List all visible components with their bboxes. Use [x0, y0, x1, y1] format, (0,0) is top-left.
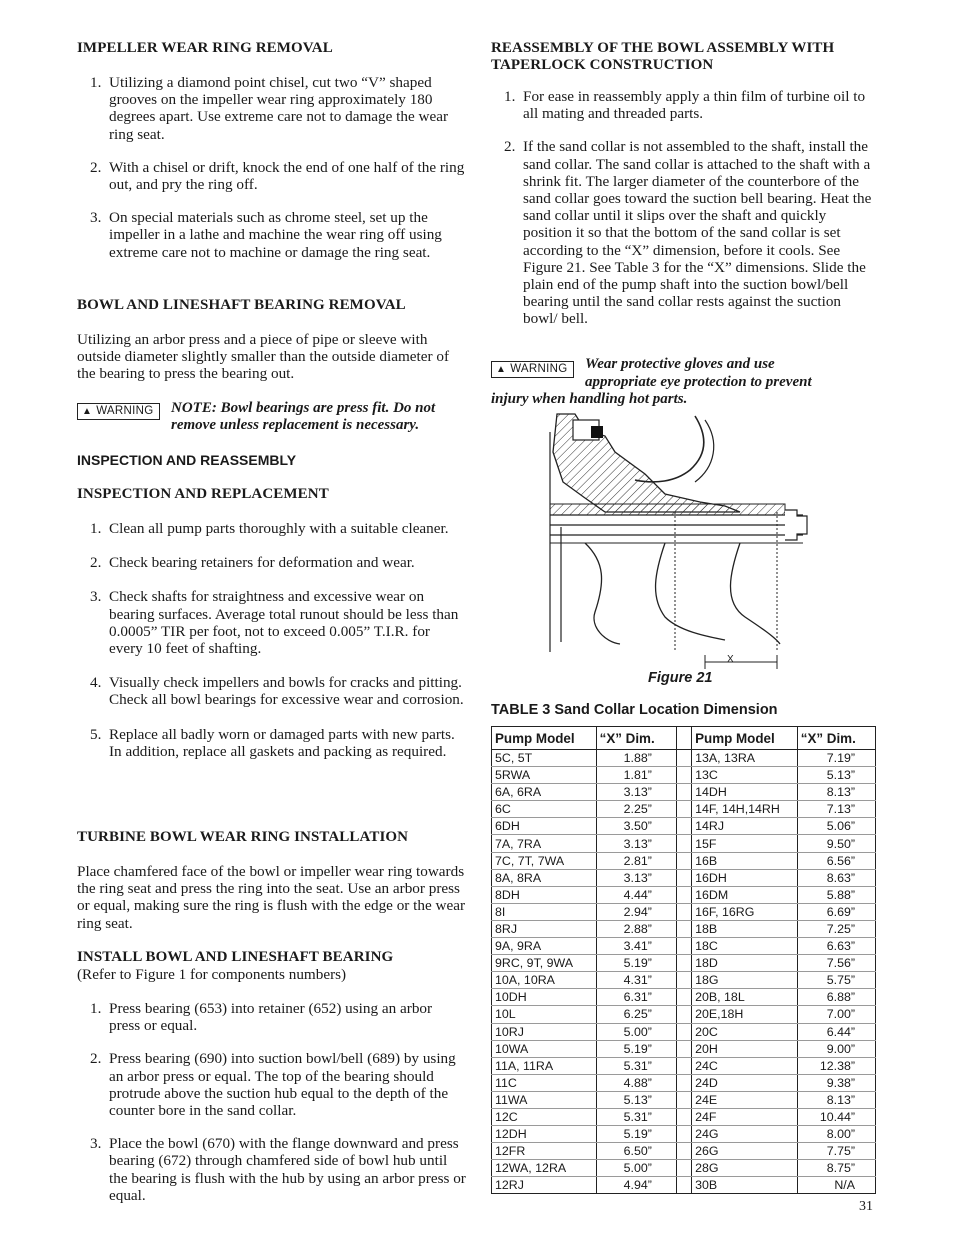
table-cell: 20H [692, 1040, 798, 1057]
table-cell: 4.44” [596, 886, 676, 903]
table-cell: 8RJ [492, 920, 597, 937]
table-cell: 8.75” [797, 1160, 875, 1177]
bolt-head [591, 426, 603, 438]
column-header: “X” Dim. [596, 727, 676, 750]
column-gap [676, 1091, 691, 1108]
wear-ring-body: Place chamfered face of the bowl or impeller wear ring towards the ring seat and press the ring into the seat. Use an arbor press or equal, making sure the ring is flush with the edge or the wear ring seat. [77, 863, 466, 932]
column-gap [676, 784, 691, 801]
table-row [492, 818, 876, 835]
table-cell: 1.81” [596, 767, 676, 784]
column-gap [676, 903, 691, 920]
table-cell: 5.19” [596, 955, 676, 972]
column-header: Pump Model [492, 727, 597, 750]
table-cell: 7C, 7T, 7WA [492, 852, 597, 869]
table-cell: 16DM [692, 886, 798, 903]
table-cell: 12RJ [492, 1177, 597, 1194]
table-cell: 5.31” [596, 1108, 676, 1125]
table-cell: 26G [692, 1143, 798, 1160]
table-row [492, 1040, 876, 1057]
table-cell: 8I [492, 903, 597, 920]
table-row [492, 835, 876, 852]
table-cell: 14F, 14H,14RH [692, 801, 798, 818]
sand-collar-table [491, 726, 876, 1194]
table-cell: 7.25” [797, 920, 875, 937]
table-row [492, 1126, 876, 1143]
column-gap [676, 886, 691, 903]
table-cell: 6.31” [596, 989, 676, 1006]
table-cell: 5RWA [492, 767, 597, 784]
table-row [492, 784, 876, 801]
table-row [492, 1143, 876, 1160]
table-cell: 18B [692, 920, 798, 937]
install-bowl-lineshaft-heading: INSTALL BOWL AND LINESHAFT BEARING [77, 949, 394, 965]
table-cell: 9A, 9RA [492, 938, 597, 955]
vane-curve [695, 420, 714, 482]
table-cell: 10.44” [797, 1108, 875, 1125]
list-item: 3. Check shafts for straightness and excessive wear on bearing surfaces. Average total runout should be less than 0.0005” TIR per foot, not to exceed 0.005” T.I.R. for every 10 feet of shafting. [90, 588, 459, 658]
column-gap [676, 1126, 691, 1143]
table-cell: 16DH [692, 869, 798, 886]
column-gap [676, 727, 691, 750]
column-gap [676, 1143, 691, 1160]
list-item: 1. For ease in reassembly apply a thin film of turbine oil to all mating and threaded parts. [504, 88, 866, 123]
column-gap [676, 972, 691, 989]
column-gap [676, 818, 691, 835]
table-cell: 6.50” [596, 1143, 676, 1160]
table-cell: 10WA [492, 1040, 597, 1057]
table-cell: 7A, 7RA [492, 835, 597, 852]
table-row [492, 1160, 876, 1177]
inspection-replacement-heading: INSPECTION AND REPLACEMENT [77, 486, 329, 502]
table-cell: 6.56” [797, 852, 875, 869]
table-body [492, 750, 876, 1194]
table-cell: 18D [692, 955, 798, 972]
table-cell: 9.38” [797, 1074, 875, 1091]
table-cell: 6C [492, 801, 597, 818]
table-cell: 8.13” [797, 784, 875, 801]
warning-triangle-icon: ▲ [82, 406, 93, 417]
table-cell: 9RC, 9T, 9WA [492, 955, 597, 972]
table-cell: 4.31” [596, 972, 676, 989]
table-cell: 6.44” [797, 1023, 875, 1040]
list-item: 5. Replace all badly worn or damaged parts with new parts. In addition, replace all gaskets and packing as required. [90, 725, 455, 760]
table-cell: 12WA, 12RA [492, 1160, 597, 1177]
table-cell: 3.13” [596, 835, 676, 852]
vane-curve [635, 416, 704, 482]
table-row [492, 938, 876, 955]
table-cell: 3.41” [596, 938, 676, 955]
table-cell: 10A, 10RA [492, 972, 597, 989]
table-row [492, 1057, 876, 1074]
hot-parts-warning-line3: injury when handling hot parts. [491, 391, 688, 407]
table-cell: 24D [692, 1074, 798, 1091]
table-cell: 6A, 6RA [492, 784, 597, 801]
table-cell: 5.00” [596, 1160, 676, 1177]
table-cell: 11A, 11RA [492, 1057, 597, 1074]
table-row [492, 801, 876, 818]
shaft-hatch [550, 504, 785, 515]
table-row [492, 886, 876, 903]
table-cell: 5.00” [596, 1023, 676, 1040]
inspection-steps [77, 520, 467, 760]
table-cell: 1.88” [596, 750, 676, 767]
table-cell: 24F [692, 1108, 798, 1125]
table-cell: 15F [692, 835, 798, 852]
table-cell: 14RJ [692, 818, 798, 835]
column-gap [676, 1074, 691, 1091]
warning-badge: ▲ WARNING [491, 361, 574, 379]
column-gap [676, 750, 691, 767]
table-cell: 13C [692, 767, 798, 784]
figure-caption: Figure 21 [648, 670, 713, 686]
table-cell: 20B, 18L [692, 989, 798, 1006]
install-subheading: (Refer to Figure 1 for components numbers) [77, 966, 347, 983]
table-header-row [492, 727, 876, 750]
table-cell: 28G [692, 1160, 798, 1177]
column-gap [676, 1040, 691, 1057]
table-cell: 7.13” [797, 801, 875, 818]
reassembly-steps [491, 88, 876, 328]
bearing-removal-body: Utilizing an arbor press and a piece of pipe or sleeve with outside diameter slightly smaller than the outside diameter of the bearing to press the bearing out. [77, 331, 449, 383]
table-cell: 5.31” [596, 1057, 676, 1074]
column-gap [676, 1160, 691, 1177]
impeller-wear-ring-removal-heading: IMPELLER WEAR RING REMOVAL [77, 40, 333, 56]
table-row [492, 1006, 876, 1023]
table-row [492, 767, 876, 784]
table-cell: 3.50” [596, 818, 676, 835]
warning-triangle-icon: ▲ [496, 364, 507, 375]
list-item: 2. With a chisel or drift, knock the end of one half of the ring out, and pry the ring off. [90, 158, 465, 194]
warning-badge: ▲ WARNING [77, 403, 167, 421]
table-row [492, 1074, 876, 1091]
table-row [492, 972, 876, 989]
table-cell: 2.81” [596, 852, 676, 869]
column-gap [676, 938, 691, 955]
table-cell: 16F, 16RG [692, 903, 798, 920]
column-gap [676, 920, 691, 937]
table-cell: 18G [692, 972, 798, 989]
table-cell: 5.19” [596, 1040, 676, 1057]
list-item: 2. Check bearing retainers for deformation and wear. [90, 554, 415, 572]
table-row [492, 869, 876, 886]
reassembly-heading: REASSEMBLY OF THE BOWL ASSEMBLY WITH TAPERLOCK CONSTRUCTION [491, 40, 835, 73]
column-header: “X” Dim. [797, 727, 875, 750]
table-cell: 10DH [492, 989, 597, 1006]
column-gap [676, 767, 691, 784]
table-row [492, 903, 876, 920]
table-cell: 3.13” [596, 869, 676, 886]
table-cell: N/A [797, 1177, 875, 1194]
table-cell: 11WA [492, 1091, 597, 1108]
column-header: Pump Model [692, 727, 798, 750]
column-gap [676, 1023, 691, 1040]
table-cell: 12.38” [797, 1057, 875, 1074]
inspection-reassembly-heading: INSPECTION AND REASSEMBLY [77, 452, 297, 468]
dimension-label: X [727, 654, 734, 665]
table-cell: 24G [692, 1126, 798, 1143]
bearing-note: NOTE: Bowl bearings are press fit. Do not remove unless replacement is necessary. [171, 400, 436, 434]
table-cell: 6.88” [797, 989, 875, 1006]
table-row [492, 955, 876, 972]
table-cell: 12C [492, 1108, 597, 1125]
table-cell: 24C [692, 1057, 798, 1074]
table-cell: 7.19” [797, 750, 875, 767]
table-cell: 6DH [492, 818, 597, 835]
table-row [492, 750, 876, 767]
list-item: 1. Press bearing (653) into retainer (652) using an arbor press or equal. [90, 1000, 433, 1035]
list-item: 3. Place the bowl (670) with the flange downward and press bearing (672) through chamfered side of bowl hub until the bearing is flush with the hub by using an arbor press or equal. [90, 1135, 466, 1204]
column-gap [676, 1177, 691, 1194]
table-cell: 9.50” [797, 835, 875, 852]
column-gap [676, 869, 691, 886]
table-cell: 12FR [492, 1143, 597, 1160]
list-item: 4. Visually check impellers and bowls for cracks and pitting. Check all bowl bearings for excessive wear and corrosion. [90, 674, 464, 709]
table-cell: 14DH [692, 784, 798, 801]
column-gap [676, 835, 691, 852]
column-gap [676, 852, 691, 869]
table-cell: 6.25” [596, 1006, 676, 1023]
column-gap [676, 1057, 691, 1074]
table-cell: 5C, 5T [492, 750, 597, 767]
list-item: 2. Press bearing (690) into suction bowl/bell (689) by using an arbor press or equal. The top of the bearing should protrude above the suction hub equal to the depth of the counter bore in the sand collar. [90, 1050, 456, 1120]
table-title: TABLE 3 Sand Collar Location Dimension [491, 702, 778, 718]
list-item: 2. If the sand collar is not assembled to the shaft, install the sand collar. The sand collar is attached to the shaft with a shrink fit. The larger diameter of the counterbore of the sand collar goes toward the suction bell bearing. Heat the sand collar until it slips over the shaft and quickly position it so that the bottom of the sand collar is set according to the “X” dimension, before it cools. See Figure 21. See Table 3 for the “X” dimensions. Slide the plain end of the pump shaft into the suction bowl/bell bearing until the sand collar rests against the suction bowl/ bell. [504, 138, 872, 328]
table-cell: 8DH [492, 886, 597, 903]
table-cell: 16B [692, 852, 798, 869]
column-gap [676, 955, 691, 972]
table-cell: 7.00” [797, 1006, 875, 1023]
table-cell: 4.88” [596, 1074, 676, 1091]
table-cell: 11C [492, 1074, 597, 1091]
table-cell: 5.13” [596, 1091, 676, 1108]
install-steps [77, 1000, 467, 1204]
column-gap [676, 1006, 691, 1023]
table-cell: 2.25” [596, 801, 676, 818]
table-row [492, 920, 876, 937]
table-row [492, 1091, 876, 1108]
table-cell: 8A, 8RA [492, 869, 597, 886]
table-cell: 6.63” [797, 938, 875, 955]
table-cell: 2.94” [596, 903, 676, 920]
turbine-bowl-wear-ring-heading: TURBINE BOWL WEAR RING INSTALLATION [77, 829, 409, 845]
table-row [492, 989, 876, 1006]
table-cell: 10L [492, 1006, 597, 1023]
table-cell: 20E,18H [692, 1006, 798, 1023]
bowl-lineshaft-bearing-removal-heading: BOWL AND LINESHAFT BEARING REMOVAL [77, 297, 406, 313]
table-row [492, 1108, 876, 1125]
casing-curve [730, 543, 780, 644]
table-cell: 24E [692, 1091, 798, 1108]
table-cell: 5.19” [596, 1126, 676, 1143]
table-cell: 5.88” [797, 886, 875, 903]
table-row [492, 852, 876, 869]
table-cell: 7.75” [797, 1143, 875, 1160]
table-cell: 5.75” [797, 972, 875, 989]
table-cell: 12DH [492, 1126, 597, 1143]
table-cell: 4.94” [596, 1177, 676, 1194]
table-cell: 10RJ [492, 1023, 597, 1040]
hot-parts-warning-line2: appropriate eye protection to prevent [585, 374, 812, 390]
casing-curve [656, 543, 725, 640]
table-row [492, 1177, 876, 1194]
table-cell: 20C [692, 1023, 798, 1040]
figure-21-diagram [545, 412, 820, 674]
table-cell: 8.00” [797, 1126, 875, 1143]
table-cell: 9.00” [797, 1040, 875, 1057]
table-cell: 18C [692, 938, 798, 955]
table-cell: 8.63” [797, 869, 875, 886]
table-cell: 30B [692, 1177, 798, 1194]
table-cell: 13A, 13RA [692, 750, 798, 767]
list-item: 1. Utilizing a diamond point chisel, cut two “V” shaped grooves on the impeller wear ring approximately 180 degrees apart. Use extreme care not to damage the wear ring seat. [90, 74, 449, 143]
list-item: 1. Clean all pump parts thoroughly with a suitable cleaner. [90, 520, 449, 537]
table-cell: 3.13” [596, 784, 676, 801]
column-gap [676, 1108, 691, 1125]
table-cell: 6.69” [797, 903, 875, 920]
casing-curve [585, 543, 620, 644]
table-cell: 2.88” [596, 920, 676, 937]
table-row [492, 1023, 876, 1040]
hot-parts-warning-line1: Wear protective gloves and use [585, 356, 775, 372]
table-cell: 5.13” [797, 767, 875, 784]
column-gap [676, 989, 691, 1006]
table-cell: 8.13” [797, 1091, 875, 1108]
list-item: 3. On special materials such as chrome steel, set up the impeller in a lathe and machine the wear ring off using extreme care not to machine or damage the ring seat. [90, 209, 442, 261]
sand-collar [785, 510, 807, 540]
page-number: 31 [859, 1199, 873, 1214]
table-cell: 5.06” [797, 818, 875, 835]
impeller-wear-ring-steps [77, 74, 467, 261]
column-gap [676, 801, 691, 818]
table-cell: 7.56” [797, 955, 875, 972]
